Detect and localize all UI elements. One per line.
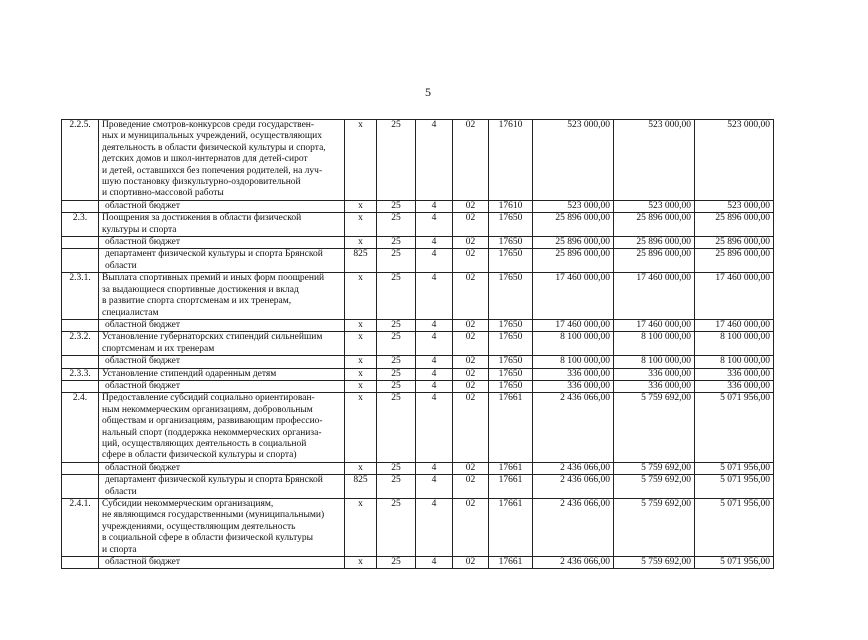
amount-year-3: 17 460 000,00 xyxy=(695,319,774,331)
amount-year-2: 25 896 000,00 xyxy=(614,249,695,273)
row-description: областной бюджет xyxy=(99,380,345,392)
code-gp: 25 xyxy=(377,120,416,201)
amount-year-2: 25 896 000,00 xyxy=(614,237,695,249)
amount-year-1: 25 896 000,00 xyxy=(533,237,614,249)
code-section: 02 xyxy=(453,249,489,273)
amount-year-1: 17 460 000,00 xyxy=(533,273,614,320)
code-section: 02 xyxy=(453,319,489,331)
code-gp: 25 xyxy=(377,273,416,320)
code-section: 02 xyxy=(453,200,489,212)
amount-year-3: 25 896 000,00 xyxy=(695,237,774,249)
code-pp: 4 xyxy=(416,273,453,320)
code-pp: 4 xyxy=(416,475,453,499)
code-gp: 25 xyxy=(377,213,416,237)
amount-year-1: 523 000,00 xyxy=(533,120,614,201)
code-pp: 4 xyxy=(416,213,453,237)
amount-year-2: 5 759 692,00 xyxy=(614,475,695,499)
code-direction: 17661 xyxy=(489,393,533,462)
code-pp: 4 xyxy=(416,200,453,212)
code-section: 02 xyxy=(453,273,489,320)
row-number xyxy=(62,237,99,249)
code-pp: 4 xyxy=(416,120,453,201)
amount-year-2: 336 000,00 xyxy=(614,368,695,380)
row-number xyxy=(62,380,99,392)
code-pp: 4 xyxy=(416,368,453,380)
code-section: 02 xyxy=(453,237,489,249)
amount-year-2: 25 896 000,00 xyxy=(614,213,695,237)
code-gp: 25 xyxy=(377,237,416,249)
amount-year-1: 2 436 066,00 xyxy=(533,475,614,499)
grbs-code: х xyxy=(345,319,377,331)
amount-year-2: 523 000,00 xyxy=(614,120,695,201)
grbs-code: х xyxy=(345,380,377,392)
table-row xyxy=(62,368,774,380)
page-number: 5 xyxy=(425,85,431,99)
row-description: Выплата спортивных премий и иных форм поощрений за выдающиеся спортивные достижения и вклад в развитие спорта спортсменам и их тренерам, специалистам xyxy=(99,273,345,320)
grbs-code: х xyxy=(345,120,377,201)
amount-year-1: 2 436 066,00 xyxy=(533,499,614,557)
code-direction: 17650 xyxy=(489,332,533,356)
table-row xyxy=(62,200,774,212)
grbs-code: х xyxy=(345,273,377,320)
table-row xyxy=(62,462,774,474)
row-number xyxy=(62,557,99,569)
grbs-code: х xyxy=(345,557,377,569)
code-direction: 17661 xyxy=(489,557,533,569)
amount-year-3: 25 896 000,00 xyxy=(695,213,774,237)
code-pp: 4 xyxy=(416,332,453,356)
code-direction: 17650 xyxy=(489,237,533,249)
row-description: Предоставление субсидий социально ориентирован- ным некоммерческим организациям, добровольным обществам и организациям, развивающим профессио- нальный спорт (поддержка некоммерческих организа- ций, осуществляющих деятельность в социальной сфере в области физической культуры и спорта) xyxy=(99,393,345,462)
amount-year-3: 5 071 956,00 xyxy=(695,462,774,474)
amount-year-1: 2 436 066,00 xyxy=(533,557,614,569)
amount-year-1: 2 436 066,00 xyxy=(533,462,614,474)
code-direction: 17661 xyxy=(489,475,533,499)
code-direction: 17650 xyxy=(489,356,533,368)
grbs-code: 825 xyxy=(345,475,377,499)
code-pp: 4 xyxy=(416,557,453,569)
row-number xyxy=(62,249,99,273)
code-pp: 4 xyxy=(416,237,453,249)
grbs-code: х xyxy=(345,499,377,557)
amount-year-1: 17 460 000,00 xyxy=(533,319,614,331)
code-pp: 4 xyxy=(416,249,453,273)
amount-year-2: 8 100 000,00 xyxy=(614,332,695,356)
grbs-code: х xyxy=(345,356,377,368)
table-row xyxy=(62,393,774,462)
table-row xyxy=(62,213,774,237)
amount-year-3: 8 100 000,00 xyxy=(695,332,774,356)
code-section: 02 xyxy=(453,557,489,569)
code-pp: 4 xyxy=(416,356,453,368)
table-row xyxy=(62,237,774,249)
code-section: 02 xyxy=(453,380,489,392)
code-gp: 25 xyxy=(377,368,416,380)
amount-year-2: 8 100 000,00 xyxy=(614,356,695,368)
table-row xyxy=(62,557,774,569)
amount-year-2: 5 759 692,00 xyxy=(614,499,695,557)
amount-year-2: 5 759 692,00 xyxy=(614,462,695,474)
code-direction: 17610 xyxy=(489,120,533,201)
amount-year-2: 5 759 692,00 xyxy=(614,557,695,569)
row-description: департамент физической культуры и спорта Брянской области xyxy=(99,249,345,273)
row-number xyxy=(62,462,99,474)
code-gp: 25 xyxy=(377,380,416,392)
code-direction: 17650 xyxy=(489,368,533,380)
code-pp: 4 xyxy=(416,462,453,474)
budget-table xyxy=(61,119,774,569)
code-direction: 17650 xyxy=(489,213,533,237)
table-row xyxy=(62,319,774,331)
row-description: Проведение смотров-конкурсов среди государствен- ных и муниципальных учреждений, осуществляющих деятельность в области физической культуры и спорта, детских домов и школ-интернатов для детей-сирот и детей, оставшихся без попечения родителей, на луч- шую постановку физкультурно-оздоровительной и спортивно-массовой работы xyxy=(99,120,345,201)
amount-year-3: 5 071 956,00 xyxy=(695,557,774,569)
code-section: 02 xyxy=(453,332,489,356)
code-direction: 17650 xyxy=(489,249,533,273)
row-description: областной бюджет xyxy=(99,557,345,569)
table-row xyxy=(62,499,774,557)
code-section: 02 xyxy=(453,213,489,237)
code-section: 02 xyxy=(453,475,489,499)
amount-year-3: 5 071 956,00 xyxy=(695,393,774,462)
amount-year-2: 523 000,00 xyxy=(614,200,695,212)
amount-year-1: 336 000,00 xyxy=(533,380,614,392)
amount-year-3: 17 460 000,00 xyxy=(695,273,774,320)
code-gp: 25 xyxy=(377,557,416,569)
code-section: 02 xyxy=(453,499,489,557)
table-row xyxy=(62,475,774,499)
code-direction: 17650 xyxy=(489,319,533,331)
code-gp: 25 xyxy=(377,356,416,368)
grbs-code: х xyxy=(345,213,377,237)
grbs-code: 825 xyxy=(345,249,377,273)
row-description: областной бюджет xyxy=(99,237,345,249)
table-row xyxy=(62,356,774,368)
code-section: 02 xyxy=(453,462,489,474)
row-number: 2.2.5. xyxy=(62,120,99,201)
row-number: 2.4.1. xyxy=(62,499,99,557)
amount-year-2: 5 759 692,00 xyxy=(614,393,695,462)
amount-year-2: 17 460 000,00 xyxy=(614,273,695,320)
grbs-code: х xyxy=(345,200,377,212)
row-description: Субсидии некоммерческим организациям, не являющимся государственными (муниципальными) учреждениями, осуществляющим деятельность в социальной сфере в области физической культуры и спорта xyxy=(99,499,345,557)
grbs-code: х xyxy=(345,462,377,474)
row-description: областной бюджет xyxy=(99,462,345,474)
amount-year-3: 523 000,00 xyxy=(695,120,774,201)
row-number: 2.3.2. xyxy=(62,332,99,356)
code-direction: 17610 xyxy=(489,200,533,212)
row-description: областной бюджет xyxy=(99,356,345,368)
table-row xyxy=(62,332,774,356)
row-number xyxy=(62,319,99,331)
row-description: Установление стипендий одаренным детям xyxy=(99,368,345,380)
code-gp: 25 xyxy=(377,200,416,212)
amount-year-3: 523 000,00 xyxy=(695,200,774,212)
amount-year-3: 5 071 956,00 xyxy=(695,475,774,499)
row-description: департамент физической культуры и спорта Брянской области xyxy=(99,475,345,499)
code-gp: 25 xyxy=(377,462,416,474)
code-direction: 17650 xyxy=(489,380,533,392)
row-number xyxy=(62,356,99,368)
code-gp: 25 xyxy=(377,249,416,273)
code-gp: 25 xyxy=(377,499,416,557)
grbs-code: х xyxy=(345,237,377,249)
table-row xyxy=(62,380,774,392)
code-pp: 4 xyxy=(416,499,453,557)
code-direction: 17650 xyxy=(489,273,533,320)
code-section: 02 xyxy=(453,120,489,201)
row-description: Установление губернаторских стипендий сильнейшим спортсменам и их тренерам xyxy=(99,332,345,356)
code-gp: 25 xyxy=(377,332,416,356)
code-section: 02 xyxy=(453,368,489,380)
amount-year-1: 523 000,00 xyxy=(533,200,614,212)
amount-year-3: 5 071 956,00 xyxy=(695,499,774,557)
amount-year-1: 8 100 000,00 xyxy=(533,332,614,356)
amount-year-2: 17 460 000,00 xyxy=(614,319,695,331)
row-description: областной бюджет xyxy=(99,319,345,331)
code-gp: 25 xyxy=(377,475,416,499)
amount-year-1: 25 896 000,00 xyxy=(533,249,614,273)
row-number: 2.3.3. xyxy=(62,368,99,380)
table-row xyxy=(62,273,774,320)
row-number xyxy=(62,475,99,499)
code-gp: 25 xyxy=(377,393,416,462)
amount-year-3: 336 000,00 xyxy=(695,380,774,392)
row-number: 2.3.1. xyxy=(62,273,99,320)
amount-year-2: 336 000,00 xyxy=(614,380,695,392)
row-number xyxy=(62,200,99,212)
code-section: 02 xyxy=(453,393,489,462)
table-body xyxy=(62,120,774,569)
amount-year-1: 8 100 000,00 xyxy=(533,356,614,368)
code-direction: 17661 xyxy=(489,462,533,474)
amount-year-1: 2 436 066,00 xyxy=(533,393,614,462)
code-gp: 25 xyxy=(377,319,416,331)
code-direction: 17661 xyxy=(489,499,533,557)
grbs-code: х xyxy=(345,332,377,356)
row-number: 2.4. xyxy=(62,393,99,462)
code-pp: 4 xyxy=(416,319,453,331)
grbs-code: х xyxy=(345,368,377,380)
table-row xyxy=(62,120,774,201)
amount-year-3: 25 896 000,00 xyxy=(695,249,774,273)
code-pp: 4 xyxy=(416,393,453,462)
grbs-code: х xyxy=(345,393,377,462)
table-row xyxy=(62,249,774,273)
amount-year-3: 336 000,00 xyxy=(695,368,774,380)
code-pp: 4 xyxy=(416,380,453,392)
row-number: 2.3. xyxy=(62,213,99,237)
row-description: областной бюджет xyxy=(99,200,345,212)
code-section: 02 xyxy=(453,356,489,368)
amount-year-1: 25 896 000,00 xyxy=(533,213,614,237)
amount-year-1: 336 000,00 xyxy=(533,368,614,380)
row-description: Поощрения за достижения в области физической культуры и спорта xyxy=(99,213,345,237)
amount-year-3: 8 100 000,00 xyxy=(695,356,774,368)
